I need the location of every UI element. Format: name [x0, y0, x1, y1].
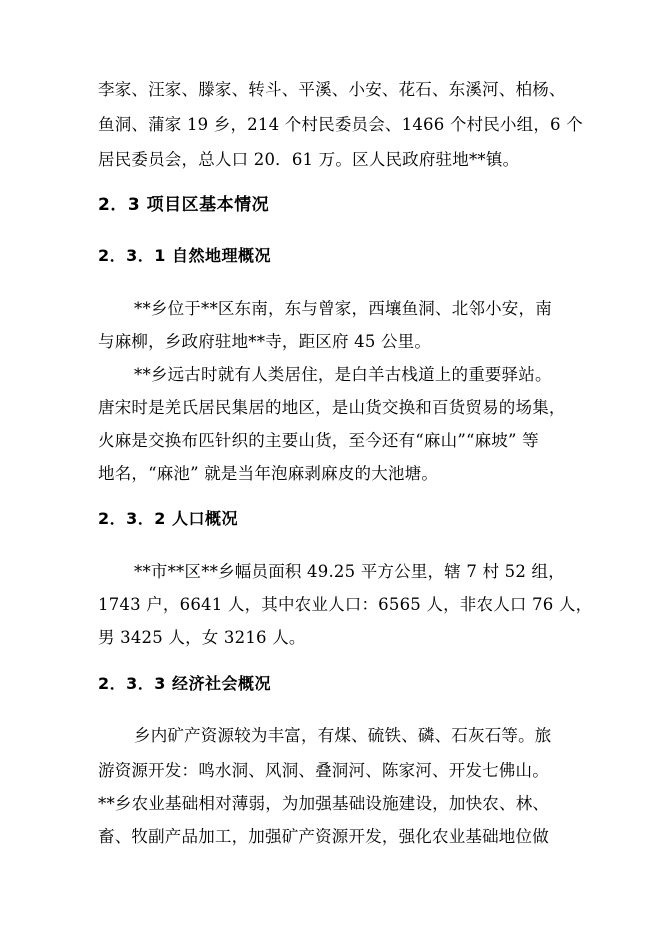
intro-line-2: 鱼洞、蒲家 19 乡，214 个村民委员会、1466 个村民小组，6 个: [98, 115, 583, 134]
intro-line-3: 居民委员会，总人口 20．61 万。区人民政府驻地**镇。: [98, 150, 520, 169]
section-2-3-3-heading: 2．3．3 经济社会概况: [98, 674, 271, 693]
section-2-3-2-line-3: 男 3425 人，女 3216 人。: [98, 628, 306, 647]
section-2-3-3-line-4: 畜、牧副产品加工，加强矿产资源开发，强化农业基础地位做: [98, 827, 549, 846]
section-2-3-2-line-2: 1743 户，6641 人，其中农业人口：6565 人，非农人口 76 人，: [98, 595, 593, 614]
section-2-3-3-line-1: 乡内矿产资源较为丰富，有煤、硫铁、磷、石灰石等。旅: [134, 726, 552, 745]
section-2-3-heading: 2．3 项目区基本情况: [98, 195, 270, 215]
section-2-3-1-heading: 2．3．1 自然地理概况: [98, 246, 271, 265]
section-2-3-1-para1-line-2: 与麻柳，乡政府驻地**寺，距区府 45 公里。: [98, 332, 432, 351]
section-2-3-3-line-3: **乡农业基础相对薄弱，为加强基础设施建设，加快农、林、: [98, 794, 550, 813]
section-2-3-2-line-1: **市**区**乡幅员面积 49.25 平方公里，辖 7 村 52 组，: [134, 562, 565, 581]
section-2-3-1-para2-line-2: 唐宋时是羌氏居民集居的地区，是山货交换和百货贸易的场集，: [98, 398, 566, 417]
section-2-3-1-para2-line-1: **乡远古时就有人类居住，是白羊古栈道上的重要驿站。: [134, 365, 552, 384]
section-2-3-3-line-2: 游资源开发：鸣水洞、风洞、叠洞河、陈家河、开发七佛山。: [98, 761, 549, 780]
intro-line-1: 李家、汪家、滕家、转斗、平溪、小安、花石、东溪河、柏杨、: [98, 80, 566, 99]
section-2-3-1-para2-line-3: 火麻是交换布匹针织的主要山货，至今还有“麻山”“麻坡” 等: [98, 431, 539, 450]
section-2-3-2-heading: 2．3．2 人口概况: [98, 509, 238, 528]
section-2-3-1-para1-line-1: **乡位于**区东南，东与曾家，西壤鱼洞、北邻小安，南: [134, 299, 552, 318]
section-2-3-1-para2-line-4: 地名，“麻池” 就是当年泡麻剥麻皮的大池塘。: [98, 464, 439, 483]
